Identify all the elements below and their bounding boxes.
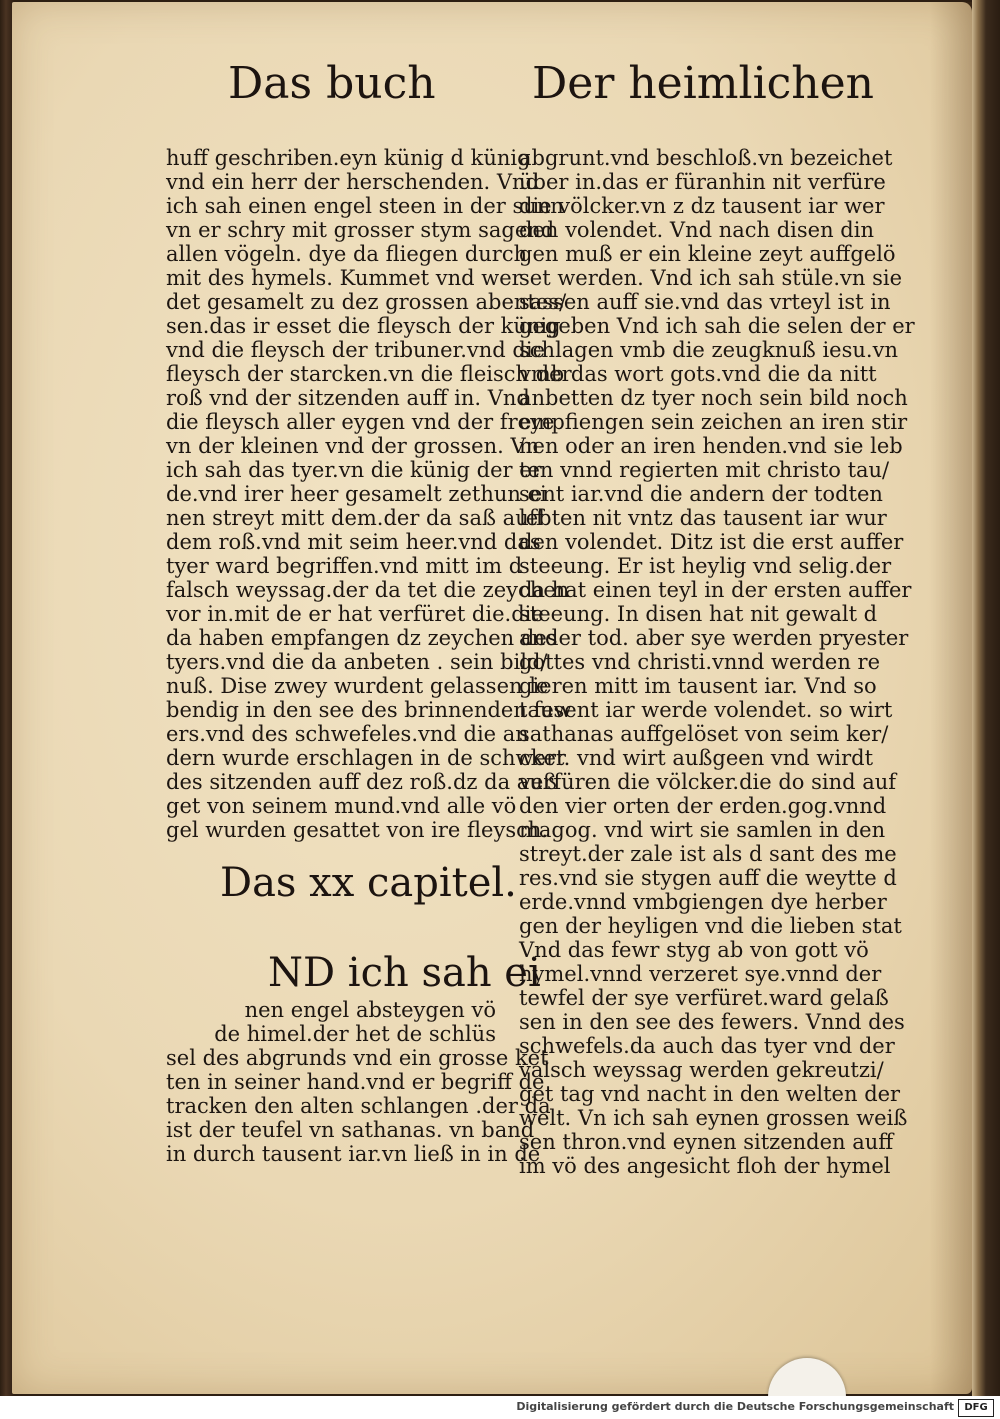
text-line: dem roß.vnd mit seim heer.vnd das	[166, 530, 541, 554]
chapter-heading: Das xx capitel.	[220, 860, 517, 906]
text-line: schlagen vmb die zeugknuß iesu.vn	[519, 338, 898, 362]
left-continuation-column	[166, 998, 551, 1166]
running-head-left: Das buch	[228, 58, 436, 109]
text-line: tyer ward begriffen.vnd mitt im d	[166, 554, 523, 578]
text-line: steeung. In disen hat nit gewalt d	[519, 602, 878, 626]
text-line: des sitzenden auff dez roß.dz da auß	[166, 770, 557, 794]
text-line: valsch weyssag werden gekreutzi/	[519, 1058, 884, 1082]
text-line: empfiengen sein zeichen an iren stir	[519, 410, 908, 434]
text-line: vor in.mit de er hat verfüret die.die	[166, 602, 544, 626]
footer-bar	[0, 1396, 1000, 1419]
dfg-logo-icon: DFG	[958, 1399, 994, 1417]
text-line: tyers.vnd die da anbeten . sein bild/	[166, 650, 548, 674]
text-line: magog. vnd wirt sie samlen in den	[519, 818, 886, 842]
text-line: mit des hymels. Kummet vnd wer	[166, 266, 522, 290]
text-line: welt. Vn ich sah eynen grossen weiß	[519, 1106, 908, 1130]
running-head-right: Der heimlichen	[532, 58, 875, 109]
text-line: sen in den see des fewers. Vnnd des	[519, 1010, 905, 1034]
text-line: ers.vnd des schwefeles.vnd die an	[166, 722, 529, 746]
text-line: nen oder an iren henden.vnd sie leb	[519, 434, 903, 458]
text-line: vmb das wort gots.vnd die da nitt	[519, 362, 877, 386]
text-line: schwefels.da auch das tyer vnd der	[519, 1034, 895, 1058]
right-text-column	[519, 146, 915, 1178]
text-line: gieren mitt im tausent iar. Vnd so	[519, 674, 877, 698]
text-line: gen der heyligen vnd die lieben stat	[519, 914, 902, 938]
text-line: ander tod. aber sye werden pryester	[519, 626, 909, 650]
text-line: res.vnd sie stygen auff die weytte d	[519, 866, 897, 890]
text-line: den volendet. Ditz ist die erst auffer	[519, 530, 904, 554]
text-line: sel des abgrunds vnd ein grosse ket	[166, 1046, 549, 1070]
text-line: ich sah das tyer.vn die künig der er	[166, 458, 542, 482]
text-line: da haben empfangen dz zeychen des	[166, 626, 558, 650]
text-line: set werden. Vnd ich sah stüle.vn sie	[519, 266, 903, 290]
text-line: gottes vnd christi.vnnd werden re	[519, 650, 881, 674]
text-line: vn er schry mit grosser stym sagend	[166, 218, 555, 242]
text-line: gen muß er ein kleine zeyt auffgelö	[519, 242, 896, 266]
text-line: Vnd das fewr styg ab von gott vö	[519, 938, 869, 962]
text-line: nen streyt mitt dem.der da saß auff	[166, 506, 544, 530]
text-line: roß vnd der sitzenden auff in. Vnd	[166, 386, 530, 410]
text-line: sent iar.vnd die andern der todten	[519, 482, 883, 506]
text-line: get tag vnd nacht in den welten der	[519, 1082, 901, 1106]
text-line: fleysch der starcken.vn die fleisch der	[166, 362, 572, 386]
left-text-column	[166, 146, 572, 842]
footer-credit: Digitalisierung gefördert durch die Deutsche Forschungsgemeinschaft	[516, 1400, 954, 1413]
book-spine	[972, 0, 1000, 1396]
text-line: nen engel absteygen vö	[244, 998, 496, 1022]
text-line: vnd die fleysch der tribuner.vnd die	[166, 338, 546, 362]
text-line: im vö des angesicht floh der hymel	[519, 1154, 891, 1178]
text-line: de himel.der het de schlüs	[214, 1022, 496, 1046]
text-line: abgrunt.vnd beschloß.vn bezeichet	[519, 146, 893, 170]
text-line: gel wurden gesattet von ire fleysch.	[166, 818, 549, 842]
text-line: den vier orten der erden.gog.vnnd	[519, 794, 887, 818]
text-line: ten vnnd regierten mit christo tau/	[519, 458, 890, 482]
text-line: steeung. Er ist heylig vnd selig.der	[519, 554, 892, 578]
text-line: den volendet. Vnd nach disen din	[519, 218, 874, 242]
text-line: sassen auff sie.vnd das vrteyl ist in	[519, 290, 891, 314]
text-line: anbetten dz tyer noch sein bild noch	[519, 386, 908, 410]
text-line: die fleysch aller eygen vnd der freye	[166, 410, 555, 434]
page-fold-shadow	[930, 2, 972, 1394]
text-line: bendig in den see des brinnenden few	[166, 698, 572, 722]
text-line: ich sah einen engel steen in der sunn	[166, 194, 564, 218]
text-line: tewfel der sye verfüret.ward gelaß	[519, 986, 889, 1010]
text-line: dern wurde erschlagen in de schwert	[166, 746, 565, 770]
text-line: verfüren die völcker.die do sind auf	[519, 770, 897, 794]
text-line: tausent iar werde volendet. so wirt	[519, 698, 893, 722]
text-line: nuß. Dise zwey wurdent gelassen le	[166, 674, 549, 698]
chapter-initial-line: ND ich sah ei	[268, 950, 541, 996]
text-line: vnd ein herr der herschenden. Vnd	[166, 170, 540, 194]
text-line: sen thron.vnd eynen sitzenden auff	[519, 1130, 894, 1154]
text-line: in durch tausent iar.vn ließ in in de	[166, 1142, 541, 1166]
text-line: sathanas auffgelöset von seim ker/	[519, 722, 889, 746]
text-line: erde.vnnd vmbgiengen dye herber	[519, 890, 887, 914]
text-line: de.vnd irer heer gesamelt zethun ei	[166, 482, 547, 506]
text-line: sen.das ir esset die fleysch der künig	[166, 314, 561, 338]
text-line: vn der kleinen vnd der grossen. Vn	[166, 434, 540, 458]
text-line: ten in seiner hand.vnd er begriff de	[166, 1070, 545, 1094]
text-line: falsch weyssag.der da tet die zeychen	[166, 578, 570, 602]
text-line: get von seinem mund.vnd alle vö	[166, 794, 517, 818]
text-line: hymel.vnnd verzeret sye.vnnd der	[519, 962, 882, 986]
text-line: da hat einen teyl in der ersten auffer	[519, 578, 912, 602]
text-line: über in.das er füranhin nit verfüre	[519, 170, 886, 194]
text-line: huff geschriben.eyn künig d künig	[166, 146, 531, 170]
text-line: die völcker.vn z dz tausent iar wer	[519, 194, 885, 218]
text-line: gegeben Vnd ich sah die selen der er	[519, 314, 915, 338]
text-line: tracken den alten schlangen .der da	[166, 1094, 551, 1118]
text-line: lebten nit vntz das tausent iar wur	[519, 506, 887, 530]
text-line: det gesamelt zu dez grossen abentes/	[166, 290, 567, 314]
text-line: cker. vnd wirt außgeen vnd wirdt	[519, 746, 874, 770]
text-line: streyt.der zale ist als d sant des me	[519, 842, 897, 866]
text-line: ist der teufel vn sathanas. vn band	[166, 1118, 535, 1142]
text-line: allen vögeln. dye da fliegen durch	[166, 242, 528, 266]
